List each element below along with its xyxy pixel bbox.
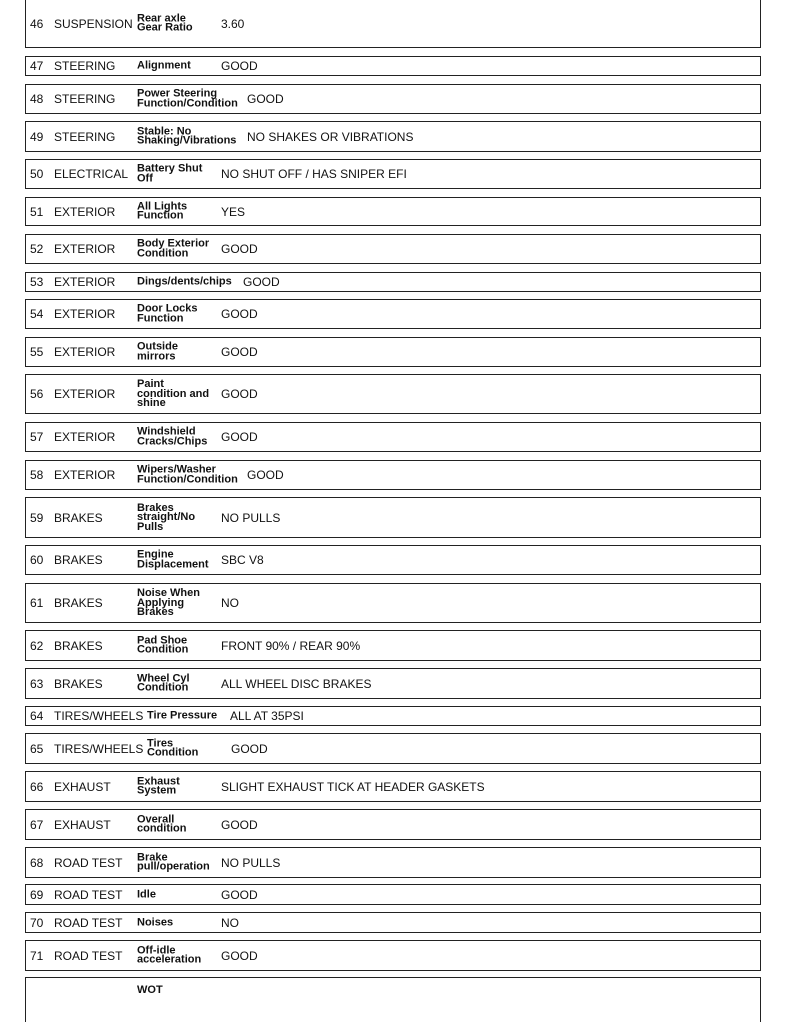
row-item-line: Off (137, 172, 153, 184)
row-value: SLIGHT EXHAUST TICK AT HEADER GASKETS (221, 779, 485, 794)
row-number: 54 (30, 307, 44, 321)
row-value: 3.60 (221, 16, 245, 31)
row-item-line: Exhaust (137, 775, 180, 787)
row-item-line: Wipers/Washer (137, 463, 216, 476)
row-category: BRAKES (54, 596, 103, 610)
row-category: EXTERIOR (54, 345, 116, 359)
row-category: ROAD TEST (54, 948, 123, 963)
row-number: 65 (30, 741, 44, 756)
row-item (137, 777, 180, 796)
row-category: EXTERIOR (54, 204, 116, 219)
table-row (25, 630, 761, 661)
table-row (25, 159, 761, 189)
row-value: GOOD (221, 307, 258, 321)
row-item (137, 946, 201, 965)
row-item (137, 277, 232, 287)
row-category: EXTERIOR (54, 430, 116, 444)
table-row (25, 84, 761, 114)
row-value: ALL AT 35PSI (230, 709, 304, 723)
row-number: 49 (30, 129, 44, 144)
row-number: 51 (30, 204, 44, 219)
row-item (147, 711, 217, 721)
row-number: 60 (30, 553, 44, 567)
row-item-line: Brakes (137, 605, 174, 618)
row-item (137, 586, 200, 618)
row-item-line: Brakes (137, 501, 174, 514)
row-value: GOOD (221, 59, 258, 73)
row-item-line: Idle (137, 887, 156, 900)
row-value: NO SHUT OFF / HAS SNIPER EFI (221, 167, 407, 181)
row-category: TIRES/WHEELS (54, 741, 144, 756)
row-value: GOOD (243, 275, 280, 289)
row-item (137, 237, 210, 259)
row-number: 61 (30, 596, 44, 610)
row-item-line: Outside (137, 340, 178, 353)
row-item-line: Condition (137, 681, 189, 694)
row-item-line: Wheel Cyl (137, 672, 190, 684)
row-item-line: condition and (137, 387, 210, 400)
row-item-line: WOT (137, 984, 163, 996)
row-category: EXHAUST (54, 817, 111, 832)
row-item (137, 202, 187, 221)
row-number: 58 (30, 468, 44, 482)
row-item-line: Power Steering (137, 87, 218, 100)
row-item-line: Condition (147, 746, 199, 759)
row-item-line: condition (137, 822, 187, 835)
row-number: 68 (30, 855, 44, 870)
row-item (137, 425, 208, 447)
row-item-line: Displacement (137, 558, 209, 570)
row-value: GOOD (221, 817, 258, 832)
table-row (25, 234, 761, 264)
row-value: GOOD (221, 430, 258, 444)
row-value: NO PULLS (221, 855, 281, 870)
row-value: GOOD (231, 741, 268, 756)
row-item (147, 739, 198, 758)
table-row (25, 912, 761, 933)
row-item-line: Overall (137, 813, 175, 825)
row-number: 57 (30, 430, 44, 444)
row-item (137, 377, 210, 409)
row-number: 63 (30, 676, 44, 691)
row-number: 53 (30, 275, 44, 289)
row-number: 47 (30, 59, 44, 73)
row-item-line: Pad Shoe (137, 634, 188, 646)
row-item (137, 636, 188, 655)
row-number: 59 (30, 510, 44, 525)
row-category: STEERING (54, 59, 116, 73)
row-value: NO (221, 915, 239, 930)
row-value: YES (221, 204, 246, 219)
row-value: NO (221, 596, 239, 610)
table-row (25, 197, 761, 226)
row-number: 69 (30, 887, 44, 902)
row-value: NO PULLS (221, 510, 281, 525)
row-item-line: pull/operation (137, 860, 210, 873)
row-value: GOOD (221, 242, 258, 256)
row-item-line: straight/No (137, 510, 196, 523)
row-item-line: Door Locks (137, 302, 198, 315)
row-category: STEERING (54, 129, 116, 144)
table-row (25, 422, 761, 452)
table-row (25, 583, 761, 623)
row-item (137, 815, 187, 834)
row-item-line: Tire Pressure (147, 709, 218, 722)
row-item (137, 986, 163, 996)
table-row (25, 884, 761, 905)
table-row (25, 337, 761, 367)
row-category: BRAKES (54, 638, 103, 653)
row-value: GOOD (221, 887, 258, 902)
row-item-line: Rear axle (137, 12, 186, 24)
row-item-line: Battery Shut (137, 162, 203, 175)
table-row (25, 847, 761, 878)
table-row (25, 374, 761, 414)
row-number: 48 (30, 92, 44, 106)
table-row (25, 0, 761, 48)
table-row (25, 121, 761, 152)
row-value: GOOD (247, 468, 284, 482)
table-row (25, 809, 761, 840)
row-item-line: Dings/dents/chips (137, 275, 232, 288)
row-item-line: mirrors (137, 350, 176, 362)
row-item-line: Pulls (137, 520, 164, 533)
row-item-line: acceleration (137, 953, 202, 966)
row-item-line: Noise When (137, 586, 200, 599)
row-item-line: Condition (137, 643, 189, 656)
row-category: SUSPENSION (54, 16, 133, 31)
row-item (137, 340, 178, 362)
table-row (25, 706, 761, 726)
row-category: EXTERIOR (54, 387, 116, 401)
row-category: BRAKES (54, 510, 103, 525)
row-item-line: Function (137, 312, 184, 324)
row-item-line: Applying (137, 596, 185, 609)
row-item-line: Engine (137, 548, 174, 561)
table-row (25, 299, 761, 329)
row-item-line: Tires (147, 737, 174, 749)
row-value: GOOD (221, 948, 258, 963)
row-category: ELECTRICAL (54, 167, 129, 181)
row-number: 52 (30, 242, 44, 256)
row-number: 67 (30, 817, 44, 832)
row-item (137, 548, 209, 570)
row-item-line: Gear Ratio (137, 21, 193, 34)
row-value: FRONT 90% / REAR 90% (221, 638, 361, 653)
row-item-line: Windshield (137, 425, 196, 438)
row-category: EXTERIOR (54, 242, 116, 256)
row-item-line: Function/Condition (137, 473, 238, 485)
row-item (137, 302, 198, 324)
row-item-line: Stable: No (137, 125, 192, 137)
row-number: 71 (30, 948, 44, 963)
row-item (137, 87, 238, 109)
row-value: GOOD (221, 387, 258, 401)
table-row (25, 545, 761, 575)
row-value: ALL WHEEL DISC BRAKES (221, 676, 372, 691)
row-category: EXTERIOR (54, 468, 116, 482)
row-item-line: Noises (137, 915, 174, 928)
row-item-line: Function (137, 209, 184, 222)
row-category: EXHAUST (54, 779, 111, 794)
row-category: EXTERIOR (54, 307, 116, 321)
row-number: 56 (30, 387, 44, 401)
row-item-line: Brake (137, 851, 168, 863)
row-item (137, 61, 191, 71)
row-category: ROAD TEST (54, 915, 123, 930)
row-item (137, 915, 174, 928)
row-value: GOOD (247, 92, 284, 106)
row-item-line: Shaking/Vibrations (137, 134, 237, 147)
row-number: 55 (30, 345, 44, 359)
table-row (25, 940, 761, 971)
table-row (25, 771, 761, 802)
row-value: NO SHAKES OR VIBRATIONS (247, 129, 414, 144)
row-item-line: Function/Condition (137, 97, 238, 109)
row-number: 64 (30, 709, 44, 723)
row-category: STEERING (54, 92, 116, 106)
row-category: ROAD TEST (54, 887, 123, 902)
table-row (25, 668, 761, 699)
row-item (137, 503, 195, 532)
table-row (25, 977, 761, 1022)
row-number: 62 (30, 638, 44, 653)
row-item-line: Off-idle (137, 944, 176, 956)
table-row (25, 460, 761, 490)
row-category: BRAKES (54, 676, 103, 691)
row-category: BRAKES (54, 553, 103, 567)
row-value: SBC V8 (221, 553, 264, 567)
row-item (137, 887, 156, 900)
row-category: TIRES/WHEELS (54, 709, 144, 723)
row-item (137, 127, 236, 146)
row-item-line: Alignment (137, 59, 191, 72)
row-item-line: Cracks/Chips (137, 435, 208, 447)
row-item-line: shine (137, 396, 166, 409)
row-category: ROAD TEST (54, 855, 123, 870)
row-category: EXTERIOR (54, 275, 116, 289)
row-item-line: Body Exterior (137, 237, 210, 250)
row-number: 46 (30, 16, 44, 31)
row-number: 70 (30, 915, 44, 930)
table-row (25, 733, 761, 764)
row-item-line: Paint (137, 377, 164, 390)
row-item-line: All Lights (137, 200, 188, 212)
table-row (25, 56, 761, 76)
table-row (25, 497, 761, 538)
row-value: GOOD (221, 345, 258, 359)
table-row (25, 272, 761, 292)
row-item (137, 14, 193, 33)
row-item (137, 463, 238, 485)
row-item-line: Condition (137, 247, 189, 259)
row-item (137, 853, 210, 872)
row-item (137, 162, 203, 184)
row-item-line: System (137, 784, 177, 797)
row-item (137, 674, 190, 693)
row-number: 50 (30, 167, 44, 181)
row-number: 66 (30, 779, 44, 794)
